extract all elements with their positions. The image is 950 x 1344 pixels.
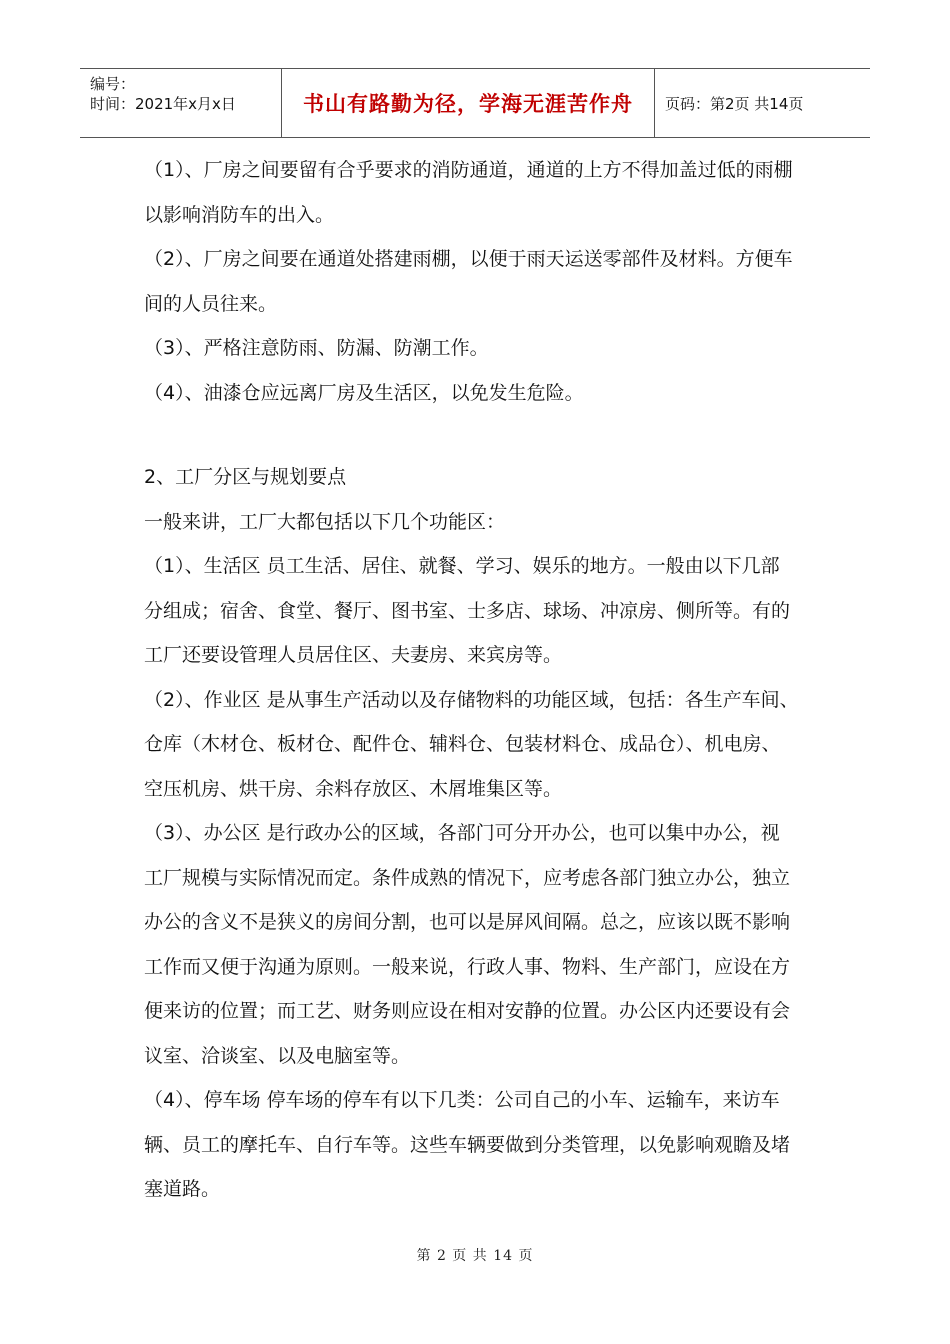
document-time-label: 时间：2021年x月x日	[90, 95, 236, 113]
body-line: 以影响消防车的出入。	[144, 203, 335, 226]
body-line: 便来访的位置；而工艺、财务则应设在相对安静的位置。办公区内还要设有会	[144, 1000, 791, 1022]
document-number-label: 编号：	[90, 75, 136, 93]
section-gap	[144, 415, 824, 455]
body-line: 仓库（木材仓、板材仓、配件仓、辅料仓、包装材料仓、成品仓）、机电房、	[144, 733, 781, 755]
header-info-cell	[80, 69, 282, 137]
header-motto-cell	[282, 69, 655, 137]
document-body	[144, 148, 824, 1212]
body-line: 工厂还要设管理人员居住区、夫妻房、来宾房等。	[144, 644, 563, 666]
section-heading: 2、工厂分区与规划要点	[144, 466, 347, 488]
body-line: 办公的含义不是狭义的房间分割，也可以是屏风间隔。总之，应该以既不影响	[144, 911, 791, 933]
body-line: 工厂规模与实际情况而定。条件成熟的情况下，应考虑各部门独立办公，独立	[144, 866, 791, 889]
body-line: （2）、作业区 是从事生产活动以及存储物料的功能区域，包括：各生产车间、	[144, 688, 799, 711]
body-line: 一般来讲，工厂大都包括以下几个功能区：	[144, 510, 506, 533]
body-line: （1）、厂房之间要留有合乎要求的消防通道，通道的上方不得加盖过低的雨棚	[144, 159, 793, 181]
body-line: （2）、厂房之间要在通道处搭建雨棚，以便于雨天运送零部件及材料。方便车	[144, 248, 793, 270]
body-line: （4）、油漆仓应远离厂房及生活区，以免发生危险。	[144, 381, 584, 404]
body-line: （3）、严格注意防雨、防漏、防潮工作。	[144, 337, 489, 359]
page-header	[80, 68, 870, 138]
body-line: 间的人员往来。	[144, 292, 278, 315]
header-motto: 书山有路勤为径，学海无涯苦作舟	[303, 92, 633, 116]
body-line: 分组成；宿舍、食堂、餐厅、图书室、士多店、球场、冲凉房、侧所等。有的	[144, 599, 791, 622]
body-line: 议室、洽谈室、以及电脑室等。	[144, 1044, 411, 1067]
body-line: 辆、员工的摩托车、自行车等。这些车辆要做到分类管理，以免影响观瞻及堵	[144, 1133, 791, 1156]
body-line: （3）、办公区 是行政办公的区域，各部门可分开办公，也可以集中办公，视	[144, 822, 780, 844]
header-page-cell	[655, 69, 870, 137]
body-line: （1）、生活区 员工生活、居住、就餐、学习、娱乐的地方。一般由以下几部	[144, 555, 780, 577]
page-footer: 第 2 页 共 14 页	[416, 1248, 534, 1264]
body-line: 工作而又便于沟通为原则。一般来说，行政人事、物料、生产部门，应设在方	[144, 955, 791, 978]
body-line: （4）、停车场 停车场的停车有以下几类：公司自己的小车、运输车，来访车	[144, 1089, 780, 1111]
header-page-code: 页码：第2页 共14页	[665, 94, 804, 113]
body-line: 空压机房、烘干房、余料存放区、木屑堆集区等。	[144, 777, 563, 800]
body-line: 塞道路。	[144, 1178, 221, 1200]
